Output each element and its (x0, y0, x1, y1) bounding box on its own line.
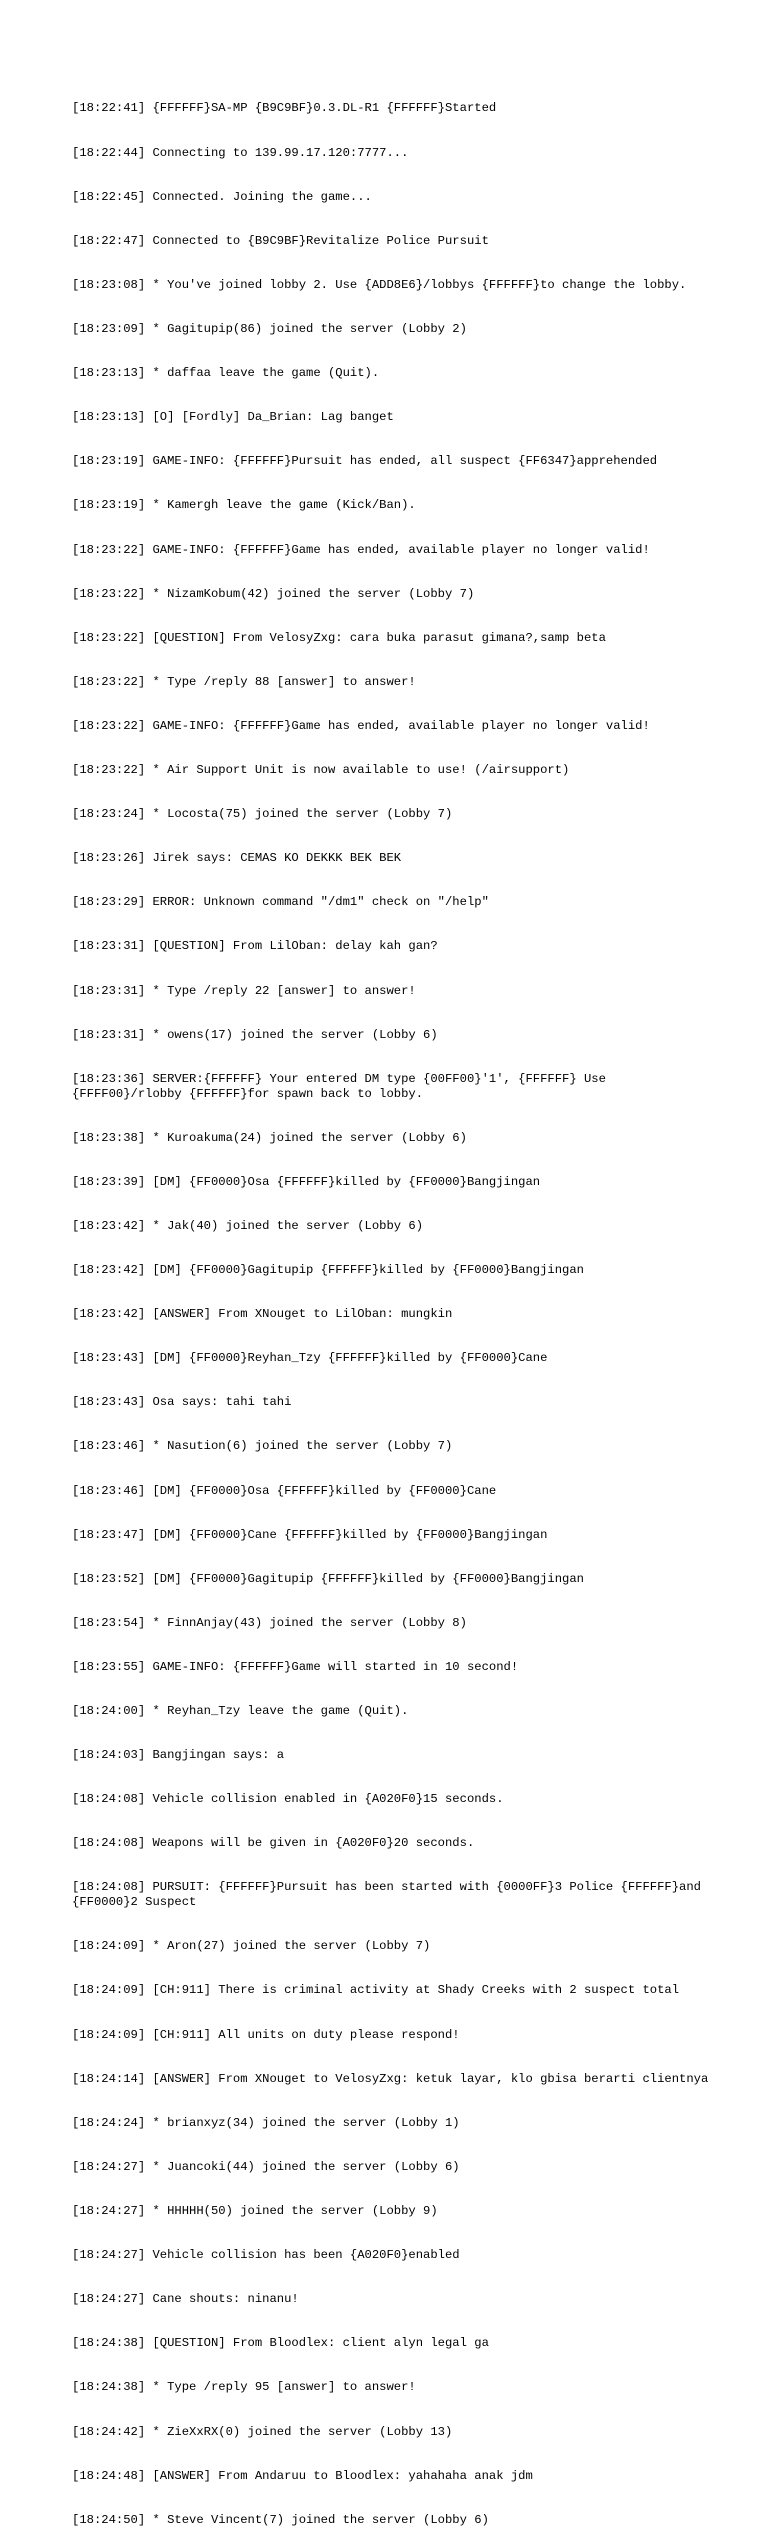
log-line: [18:22:44] Connecting to 139.99.17.120:7777... (72, 145, 409, 160)
log-line: [18:24:08] Weapons will be given in {A020F0}20 seconds. (72, 1836, 475, 1851)
log-line: [18:23:42] [DM] {FF0000}Gagitupip {FFFFFF}killed by {FF0000}Bangjingan (72, 1262, 584, 1277)
log-line: [18:23:47] [DM] {FF0000}Cane {FFFFFF}killed by {FF0000}Bangjingan (72, 1527, 548, 1542)
log-line: [18:24:27] Vehicle collision has been {A020F0}enabled (72, 2248, 460, 2263)
log-line: [18:24:00] * Reyhan_Tzy leave the game (Quit). (72, 1704, 409, 1719)
log-line: [18:24:42] * ZieXxRX(0) joined the server (Lobby 13) (72, 2424, 453, 2439)
log-line: [18:23:26] Jirek says: CEMAS KO DEKKK BEK BEK (72, 851, 402, 866)
log-line: [18:23:22] * Air Support Unit is now available to use! (/airsupport) (72, 763, 570, 778)
log-line: [18:23:09] * Gagitupip(86) joined the server (Lobby 2) (72, 321, 467, 336)
log-line: [18:23:31] [QUESTION] From LilOban: delay kah gan? (72, 939, 438, 954)
log-line: [18:23:42] [ANSWER] From XNouget to LilOban: mungkin (72, 1307, 453, 1322)
log-line: [18:23:38] * Kuroakuma(24) joined the server (Lobby 6) (72, 1130, 467, 1145)
log-line: [18:23:22] * NizamKobum(42) joined the server (Lobby 7) (72, 586, 475, 601)
log-line: [18:23:31] * owens(17) joined the server (Lobby 6) (72, 1027, 438, 1042)
log-line: [18:24:08] Vehicle collision enabled in {A020F0}15 seconds. (72, 1792, 504, 1807)
log-line: [18:24:50] * Steve Vincent(7) joined the server (Lobby 6) (72, 2512, 489, 2527)
log-line: [18:24:03] Bangjingan says: a (72, 1748, 285, 1763)
log-line: [18:23:29] ERROR: Unknown command "/dm1" check on "/help" (72, 895, 489, 910)
log-line: [18:23:19] * Kamergh leave the game (Kick/Ban). (72, 498, 416, 513)
log-line: [18:23:43] Osa says: tahi tahi (72, 1395, 292, 1410)
log-line: [18:23:31] * Type /reply 22 [answer] to answer! (72, 983, 416, 998)
log-line: [18:22:47] Connected to {B9C9BF}Revitalize Police Pursuit (72, 233, 489, 248)
log-line: [18:24:27] * HHHHH(50) joined the server (Lobby 9) (72, 2203, 438, 2218)
log-line: [18:23:22] GAME-INFO: {FFFFFF}Game has ended, available player no longer valid! (72, 718, 650, 733)
chat-log (72, 72, 712, 2542)
log-line: [18:23:36] SERVER:{FFFFFF} Your entered DM type {00FF00}'1', {FFFFFF} Use {FFFF00}/rlobby {FFFFFF}for spawn back to lobby. (72, 1071, 614, 1101)
log-line: [18:23:19] GAME-INFO: {FFFFFF}Pursuit has ended, all suspect {FF6347}apprehended (72, 454, 658, 469)
log-line: [18:23:46] [DM] {FF0000}Osa {FFFFFF}killed by {FF0000}Cane (72, 1483, 497, 1498)
log-line: [18:24:09] [CH:911] There is criminal activity at Shady Creeks with 2 suspect total (72, 1983, 680, 1998)
log-line: [18:24:08] PURSUIT: {FFFFFF}Pursuit has been started with {0000FF}3 Police {FFFFFF}and {FF0000}2 Suspect (72, 1880, 709, 1910)
log-line: [18:24:09] [CH:911] All units on duty please respond! (72, 2027, 460, 2042)
log-line: [18:23:22] * Type /reply 88 [answer] to answer! (72, 674, 416, 689)
log-line: [18:23:42] * Jak(40) joined the server (Lobby 6) (72, 1218, 424, 1233)
log-line: [18:24:27] Cane shouts: ninanu! (72, 2292, 299, 2307)
log-line: [18:22:41] {FFFFFF}SA-MP {B9C9BF}0.3.DL-R1 {FFFFFF}Started (72, 101, 497, 116)
log-line: [18:23:54] * FinnAnjay(43) joined the server (Lobby 8) (72, 1615, 467, 1630)
log-line: [18:23:46] * Nasution(6) joined the server (Lobby 7) (72, 1439, 453, 1454)
log-line: [18:23:22] GAME-INFO: {FFFFFF}Game has ended, available player no longer valid! (72, 542, 650, 557)
log-line: [18:23:22] [QUESTION] From VelosyZxg: cara buka parasut gimana?,samp beta (72, 630, 606, 645)
log-line: [18:24:24] * brianxyz(34) joined the server (Lobby 1) (72, 2115, 460, 2130)
log-line: [18:23:39] [DM] {FF0000}Osa {FFFFFF}killed by {FF0000}Bangjingan (72, 1174, 541, 1189)
log-line: [18:24:38] [QUESTION] From Bloodlex: client alyn legal ga (72, 2336, 489, 2351)
log-line: [18:24:09] * Aron(27) joined the server (Lobby 7) (72, 1939, 431, 1954)
log-line: [18:23:13] * daffaa leave the game (Quit). (72, 366, 380, 381)
log-line: [18:23:55] GAME-INFO: {FFFFFF}Game will started in 10 second! (72, 1659, 519, 1674)
log-line: [18:24:48] [ANSWER] From Andaruu to Bloodlex: yahahaha anak jdm (72, 2468, 533, 2483)
log-line: [18:24:38] * Type /reply 95 [answer] to answer! (72, 2380, 416, 2395)
log-line: [18:23:08] * You've joined lobby 2. Use {ADD8E6}/lobbys {FFFFFF}to change the lobby. (72, 277, 687, 292)
log-line: [18:23:13] [O] [Fordly] Da_Brian: Lag banget (72, 410, 394, 425)
log-line: [18:23:52] [DM] {FF0000}Gagitupip {FFFFFF}killed by {FF0000}Bangjingan (72, 1571, 584, 1586)
log-line: [18:22:45] Connected. Joining the game... (72, 189, 372, 204)
log-line: [18:24:27] * Juancoki(44) joined the server (Lobby 6) (72, 2159, 460, 2174)
log-line: [18:23:43] [DM] {FF0000}Reyhan_Tzy {FFFFFF}killed by {FF0000}Cane (72, 1351, 548, 1366)
log-line: [18:23:24] * Locosta(75) joined the server (Lobby 7) (72, 807, 453, 822)
log-line: [18:24:14] [ANSWER] From XNouget to VelosyZxg: ketuk layar, klo gbisa berarti clientnya (72, 2071, 709, 2086)
